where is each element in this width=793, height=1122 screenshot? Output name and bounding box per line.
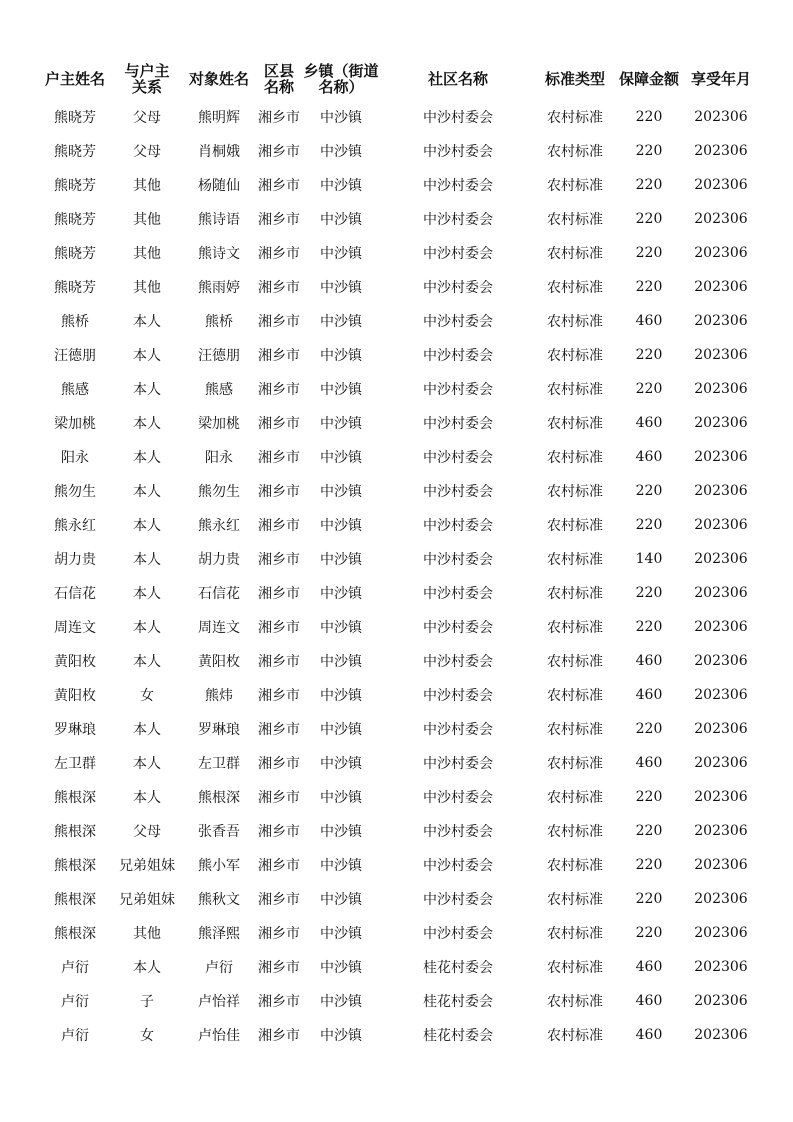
header-county-name: 区县 名称 [263, 62, 294, 96]
cell-relation: 本人 [133, 552, 161, 568]
cell-benefit-amount: 460 [635, 653, 663, 669]
cell-benefit-amount: 460 [635, 1027, 663, 1043]
cell-standard-type: 农村标准 [547, 960, 603, 976]
cell-community: 中沙村委会 [423, 382, 493, 398]
cell-county: 湘乡市 [258, 280, 300, 296]
cell-householder-name: 熊晓芳 [54, 178, 96, 194]
header-recipient-name: 对象姓名 [188, 70, 249, 88]
cell-recipient-name: 熊泽熙 [198, 926, 240, 942]
cell-county: 湘乡市 [258, 688, 300, 704]
cell-county: 湘乡市 [258, 110, 300, 126]
cell-county: 湘乡市 [258, 926, 300, 942]
cell-benefit-month: 202306 [694, 959, 748, 975]
cell-standard-type: 农村标准 [547, 586, 603, 602]
cell-township: 中沙镇 [320, 144, 362, 160]
cell-township: 中沙镇 [320, 654, 362, 670]
cell-standard-type: 农村标准 [547, 994, 603, 1010]
cell-community: 中沙村委会 [423, 314, 493, 330]
cell-county: 湘乡市 [258, 450, 300, 466]
cell-community: 中沙村委会 [423, 212, 493, 228]
cell-township: 中沙镇 [320, 1028, 362, 1044]
cell-recipient-name: 杨随仙 [198, 178, 240, 194]
cell-recipient-name: 卢衍 [205, 960, 233, 976]
cell-standard-type: 农村标准 [547, 280, 603, 296]
table-row [38, 134, 758, 168]
table-row [38, 984, 758, 1018]
cell-recipient-name: 熊桥 [205, 314, 233, 330]
cell-relation: 父母 [133, 144, 161, 160]
header-township-name: 乡镇（街道 名称） [303, 62, 379, 96]
cell-benefit-month: 202306 [694, 619, 748, 635]
cell-community: 中沙村委会 [423, 280, 493, 296]
cell-county: 湘乡市 [258, 586, 300, 602]
cell-standard-type: 农村标准 [547, 552, 603, 568]
cell-benefit-amount: 220 [635, 483, 663, 499]
cell-householder-name: 黄阳枚 [54, 688, 96, 704]
table-row [38, 100, 758, 134]
cell-benefit-month: 202306 [694, 925, 748, 941]
cell-householder-name: 熊晓芳 [54, 246, 96, 262]
table-row [38, 542, 758, 576]
cell-township: 中沙镇 [320, 246, 362, 262]
cell-householder-name: 黄阳枚 [54, 654, 96, 670]
cell-standard-type: 农村标准 [547, 858, 603, 874]
cell-community: 中沙村委会 [423, 824, 493, 840]
cell-benefit-amount: 140 [635, 551, 663, 567]
cell-standard-type: 农村标准 [547, 824, 603, 840]
cell-householder-name: 熊根深 [54, 926, 96, 942]
cell-benefit-amount: 220 [635, 857, 663, 873]
cell-county: 湘乡市 [258, 382, 300, 398]
cell-township: 中沙镇 [320, 416, 362, 432]
cell-recipient-name: 熊雨婷 [198, 280, 240, 296]
table-row [38, 440, 758, 474]
cell-township: 中沙镇 [320, 586, 362, 602]
cell-standard-type: 农村标准 [547, 416, 603, 432]
cell-householder-name: 熊晓芳 [54, 280, 96, 296]
cell-relation: 本人 [133, 654, 161, 670]
cell-township: 中沙镇 [320, 688, 362, 704]
cell-relation: 本人 [133, 382, 161, 398]
cell-standard-type: 农村标准 [547, 144, 603, 160]
cell-county: 湘乡市 [258, 722, 300, 738]
table-row [38, 678, 758, 712]
table-row [38, 270, 758, 304]
cell-householder-name: 梁加桃 [54, 416, 96, 432]
cell-relation: 子 [140, 994, 154, 1010]
cell-recipient-name: 熊小军 [198, 858, 240, 874]
cell-relation: 本人 [133, 722, 161, 738]
cell-county: 湘乡市 [258, 654, 300, 670]
cell-benefit-month: 202306 [694, 449, 748, 465]
cell-county: 湘乡市 [258, 960, 300, 976]
cell-standard-type: 农村标准 [547, 620, 603, 636]
cell-township: 中沙镇 [320, 348, 362, 364]
cell-community: 中沙村委会 [423, 892, 493, 908]
cell-benefit-month: 202306 [694, 517, 748, 533]
cell-recipient-name: 熊永红 [198, 518, 240, 534]
cell-householder-name: 卢衍 [61, 1028, 89, 1044]
cell-relation: 其他 [133, 212, 161, 228]
cell-community: 中沙村委会 [423, 484, 493, 500]
cell-recipient-name: 卢怡祥 [198, 994, 240, 1010]
cell-householder-name: 熊根深 [54, 824, 96, 840]
cell-relation: 本人 [133, 484, 161, 500]
cell-recipient-name: 石信花 [198, 586, 240, 602]
cell-recipient-name: 张香吾 [198, 824, 240, 840]
cell-householder-name: 左卫群 [54, 756, 96, 772]
cell-standard-type: 农村标准 [547, 212, 603, 228]
cell-recipient-name: 罗琳琅 [198, 722, 240, 738]
cell-benefit-amount: 460 [635, 755, 663, 771]
cell-benefit-month: 202306 [694, 211, 748, 227]
cell-recipient-name: 胡力贵 [198, 552, 240, 568]
cell-standard-type: 农村标准 [547, 688, 603, 704]
cell-township: 中沙镇 [320, 280, 362, 296]
cell-county: 湘乡市 [258, 518, 300, 534]
cell-benefit-amount: 220 [635, 925, 663, 941]
cell-benefit-amount: 220 [635, 381, 663, 397]
cell-community: 中沙村委会 [423, 756, 493, 772]
table-row [38, 406, 758, 440]
cell-county: 湘乡市 [258, 144, 300, 160]
table-row [38, 168, 758, 202]
cell-standard-type: 农村标准 [547, 348, 603, 364]
cell-township: 中沙镇 [320, 450, 362, 466]
cell-township: 中沙镇 [320, 960, 362, 976]
cell-householder-name: 熊勿生 [54, 484, 96, 500]
cell-relation: 女 [140, 688, 154, 704]
table-row [38, 304, 758, 338]
table-row [38, 848, 758, 882]
cell-relation: 本人 [133, 790, 161, 806]
cell-township: 中沙镇 [320, 994, 362, 1010]
cell-recipient-name: 熊秋文 [198, 892, 240, 908]
table-row [38, 202, 758, 236]
table-row [38, 1018, 758, 1052]
cell-benefit-month: 202306 [694, 245, 748, 261]
cell-community: 桂花村委会 [423, 994, 493, 1010]
cell-standard-type: 农村标准 [547, 926, 603, 942]
header-standard-type: 标准类型 [544, 70, 605, 88]
cell-county: 湘乡市 [258, 1028, 300, 1044]
cell-benefit-amount: 220 [635, 721, 663, 737]
cell-community: 中沙村委会 [423, 790, 493, 806]
cell-county: 湘乡市 [258, 212, 300, 228]
cell-standard-type: 农村标准 [547, 178, 603, 194]
cell-township: 中沙镇 [320, 756, 362, 772]
cell-township: 中沙镇 [320, 790, 362, 806]
cell-relation: 本人 [133, 348, 161, 364]
cell-recipient-name: 熊诗文 [198, 246, 240, 262]
cell-benefit-month: 202306 [694, 993, 748, 1009]
cell-community: 桂花村委会 [423, 1028, 493, 1044]
cell-benefit-amount: 220 [635, 789, 663, 805]
table-body [38, 100, 758, 1052]
cell-benefit-amount: 220 [635, 585, 663, 601]
cell-recipient-name: 熊根深 [198, 790, 240, 806]
cell-standard-type: 农村标准 [547, 246, 603, 262]
cell-standard-type: 农村标准 [547, 756, 603, 772]
cell-householder-name: 熊根深 [54, 858, 96, 874]
cell-township: 中沙镇 [320, 382, 362, 398]
cell-standard-type: 农村标准 [547, 518, 603, 534]
cell-householder-name: 罗琳琅 [54, 722, 96, 738]
cell-community: 中沙村委会 [423, 518, 493, 534]
cell-benefit-amount: 460 [635, 687, 663, 703]
cell-recipient-name: 卢怡佳 [198, 1028, 240, 1044]
cell-standard-type: 农村标准 [547, 722, 603, 738]
cell-relation: 女 [140, 1028, 154, 1044]
cell-benefit-month: 202306 [694, 721, 748, 737]
table-row [38, 814, 758, 848]
cell-county: 湘乡市 [258, 178, 300, 194]
cell-county: 湘乡市 [258, 348, 300, 364]
table-row [38, 508, 758, 542]
cell-benefit-month: 202306 [694, 789, 748, 805]
cell-community: 中沙村委会 [423, 858, 493, 874]
header-relation-to-householder: 与户主 关系 [124, 62, 170, 96]
cell-county: 湘乡市 [258, 416, 300, 432]
cell-benefit-amount: 220 [635, 517, 663, 533]
cell-township: 中沙镇 [320, 926, 362, 942]
cell-county: 湘乡市 [258, 892, 300, 908]
cell-standard-type: 农村标准 [547, 790, 603, 806]
cell-community: 中沙村委会 [423, 620, 493, 636]
cell-township: 中沙镇 [320, 212, 362, 228]
cell-relation: 父母 [133, 824, 161, 840]
cell-community: 中沙村委会 [423, 654, 493, 670]
cell-community: 中沙村委会 [423, 144, 493, 160]
cell-community: 中沙村委会 [423, 348, 493, 364]
table-row [38, 372, 758, 406]
cell-householder-name: 卢衍 [61, 960, 89, 976]
cell-township: 中沙镇 [320, 314, 362, 330]
cell-householder-name: 石信花 [54, 586, 96, 602]
cell-county: 湘乡市 [258, 314, 300, 330]
cell-recipient-name: 周连文 [198, 620, 240, 636]
table-row [38, 712, 758, 746]
cell-recipient-name: 梁加桃 [198, 416, 240, 432]
cell-standard-type: 农村标准 [547, 892, 603, 908]
cell-relation: 本人 [133, 586, 161, 602]
cell-community: 中沙村委会 [423, 178, 493, 194]
cell-recipient-name: 熊感 [205, 382, 233, 398]
cell-householder-name: 熊根深 [54, 892, 96, 908]
cell-recipient-name: 肖桐娥 [198, 144, 240, 160]
cell-benefit-month: 202306 [694, 279, 748, 295]
table-row [38, 916, 758, 950]
cell-relation: 其他 [133, 246, 161, 262]
cell-community: 中沙村委会 [423, 246, 493, 262]
cell-householder-name: 熊晓芳 [54, 212, 96, 228]
cell-community: 中沙村委会 [423, 586, 493, 602]
cell-benefit-month: 202306 [694, 551, 748, 567]
cell-community: 中沙村委会 [423, 450, 493, 466]
cell-householder-name: 周连文 [54, 620, 96, 636]
assistance-roster-table [38, 58, 758, 1052]
document-page [38, 58, 758, 1052]
table-row [38, 236, 758, 270]
cell-householder-name: 熊桥 [61, 314, 89, 330]
cell-community: 桂花村委会 [423, 960, 493, 976]
cell-county: 湘乡市 [258, 552, 300, 568]
cell-benefit-amount: 220 [635, 891, 663, 907]
cell-householder-name: 卢衍 [61, 994, 89, 1010]
cell-recipient-name: 熊诗语 [198, 212, 240, 228]
cell-county: 湘乡市 [258, 858, 300, 874]
cell-benefit-amount: 460 [635, 959, 663, 975]
table-row [38, 576, 758, 610]
cell-community: 中沙村委会 [423, 926, 493, 942]
cell-benefit-month: 202306 [694, 891, 748, 907]
cell-township: 中沙镇 [320, 110, 362, 126]
cell-householder-name: 熊根深 [54, 790, 96, 806]
cell-householder-name: 熊晓芳 [54, 110, 96, 126]
cell-community: 中沙村委会 [423, 552, 493, 568]
cell-benefit-amount: 220 [635, 823, 663, 839]
cell-township: 中沙镇 [320, 178, 362, 194]
table-row [38, 644, 758, 678]
cell-township: 中沙镇 [320, 824, 362, 840]
cell-community: 中沙村委会 [423, 688, 493, 704]
cell-relation: 兄弟姐妹 [119, 858, 175, 874]
cell-benefit-month: 202306 [694, 1027, 748, 1043]
cell-benefit-amount: 460 [635, 993, 663, 1009]
cell-relation: 其他 [133, 178, 161, 194]
cell-relation: 本人 [133, 314, 161, 330]
header-community-name: 社区名称 [427, 70, 488, 88]
cell-benefit-month: 202306 [694, 143, 748, 159]
cell-standard-type: 农村标准 [547, 314, 603, 330]
table-row [38, 338, 758, 372]
cell-relation: 本人 [133, 620, 161, 636]
table-row [38, 474, 758, 508]
cell-benefit-amount: 220 [635, 177, 663, 193]
cell-benefit-month: 202306 [694, 755, 748, 771]
cell-county: 湘乡市 [258, 824, 300, 840]
cell-relation: 本人 [133, 756, 161, 772]
table-row [38, 610, 758, 644]
cell-benefit-amount: 220 [635, 143, 663, 159]
cell-benefit-month: 202306 [694, 653, 748, 669]
table-header-row [38, 58, 758, 100]
cell-county: 湘乡市 [258, 484, 300, 500]
cell-recipient-name: 黄阳枚 [198, 654, 240, 670]
cell-benefit-month: 202306 [694, 109, 748, 125]
cell-benefit-amount: 220 [635, 245, 663, 261]
cell-recipient-name: 熊明辉 [198, 110, 240, 126]
cell-standard-type: 农村标准 [547, 1028, 603, 1044]
cell-householder-name: 熊永红 [54, 518, 96, 534]
cell-benefit-month: 202306 [694, 381, 748, 397]
cell-benefit-amount: 220 [635, 211, 663, 227]
cell-benefit-amount: 460 [635, 415, 663, 431]
cell-township: 中沙镇 [320, 620, 362, 636]
cell-relation: 本人 [133, 960, 161, 976]
cell-benefit-month: 202306 [694, 313, 748, 329]
cell-standard-type: 农村标准 [547, 484, 603, 500]
cell-benefit-month: 202306 [694, 585, 748, 601]
cell-householder-name: 熊晓芳 [54, 144, 96, 160]
cell-benefit-amount: 460 [635, 313, 663, 329]
cell-householder-name: 汪德朋 [54, 348, 96, 364]
cell-standard-type: 农村标准 [547, 382, 603, 398]
cell-township: 中沙镇 [320, 484, 362, 500]
cell-benefit-amount: 220 [635, 347, 663, 363]
cell-standard-type: 农村标准 [547, 110, 603, 126]
cell-recipient-name: 熊勿生 [198, 484, 240, 500]
cell-relation: 本人 [133, 416, 161, 432]
cell-relation: 本人 [133, 450, 161, 466]
cell-county: 湘乡市 [258, 246, 300, 262]
cell-township: 中沙镇 [320, 552, 362, 568]
cell-township: 中沙镇 [320, 722, 362, 738]
cell-householder-name: 阳永 [61, 450, 89, 466]
cell-benefit-amount: 460 [635, 449, 663, 465]
header-benefit-month: 享受年月 [690, 70, 751, 88]
cell-standard-type: 农村标准 [547, 654, 603, 670]
cell-community: 中沙村委会 [423, 110, 493, 126]
header-householder-name: 户主姓名 [44, 70, 105, 88]
cell-benefit-amount: 220 [635, 619, 663, 635]
cell-community: 中沙村委会 [423, 722, 493, 738]
table-row [38, 746, 758, 780]
cell-benefit-month: 202306 [694, 347, 748, 363]
cell-county: 湘乡市 [258, 994, 300, 1010]
cell-township: 中沙镇 [320, 892, 362, 908]
cell-county: 湘乡市 [258, 756, 300, 772]
cell-benefit-month: 202306 [694, 687, 748, 703]
cell-county: 湘乡市 [258, 790, 300, 806]
cell-householder-name: 胡力贵 [54, 552, 96, 568]
table-row [38, 950, 758, 984]
cell-recipient-name: 汪德朋 [198, 348, 240, 364]
header-benefit-amount: 保障金额 [618, 70, 679, 88]
cell-recipient-name: 左卫群 [198, 756, 240, 772]
cell-relation: 本人 [133, 518, 161, 534]
cell-benefit-month: 202306 [694, 415, 748, 431]
cell-relation: 兄弟姐妹 [119, 892, 175, 908]
table-row [38, 780, 758, 814]
cell-benefit-amount: 220 [635, 109, 663, 125]
cell-householder-name: 熊感 [61, 382, 89, 398]
cell-relation: 其他 [133, 280, 161, 296]
cell-recipient-name: 阳永 [205, 450, 233, 466]
cell-community: 中沙村委会 [423, 416, 493, 432]
cell-township: 中沙镇 [320, 858, 362, 874]
cell-recipient-name: 熊炜 [205, 688, 233, 704]
cell-relation: 父母 [133, 110, 161, 126]
cell-benefit-month: 202306 [694, 857, 748, 873]
cell-benefit-amount: 220 [635, 279, 663, 295]
cell-benefit-month: 202306 [694, 483, 748, 499]
cell-township: 中沙镇 [320, 518, 362, 534]
table-row [38, 882, 758, 916]
cell-county: 湘乡市 [258, 620, 300, 636]
cell-benefit-month: 202306 [694, 823, 748, 839]
cell-relation: 其他 [133, 926, 161, 942]
cell-benefit-month: 202306 [694, 177, 748, 193]
cell-standard-type: 农村标准 [547, 450, 603, 466]
